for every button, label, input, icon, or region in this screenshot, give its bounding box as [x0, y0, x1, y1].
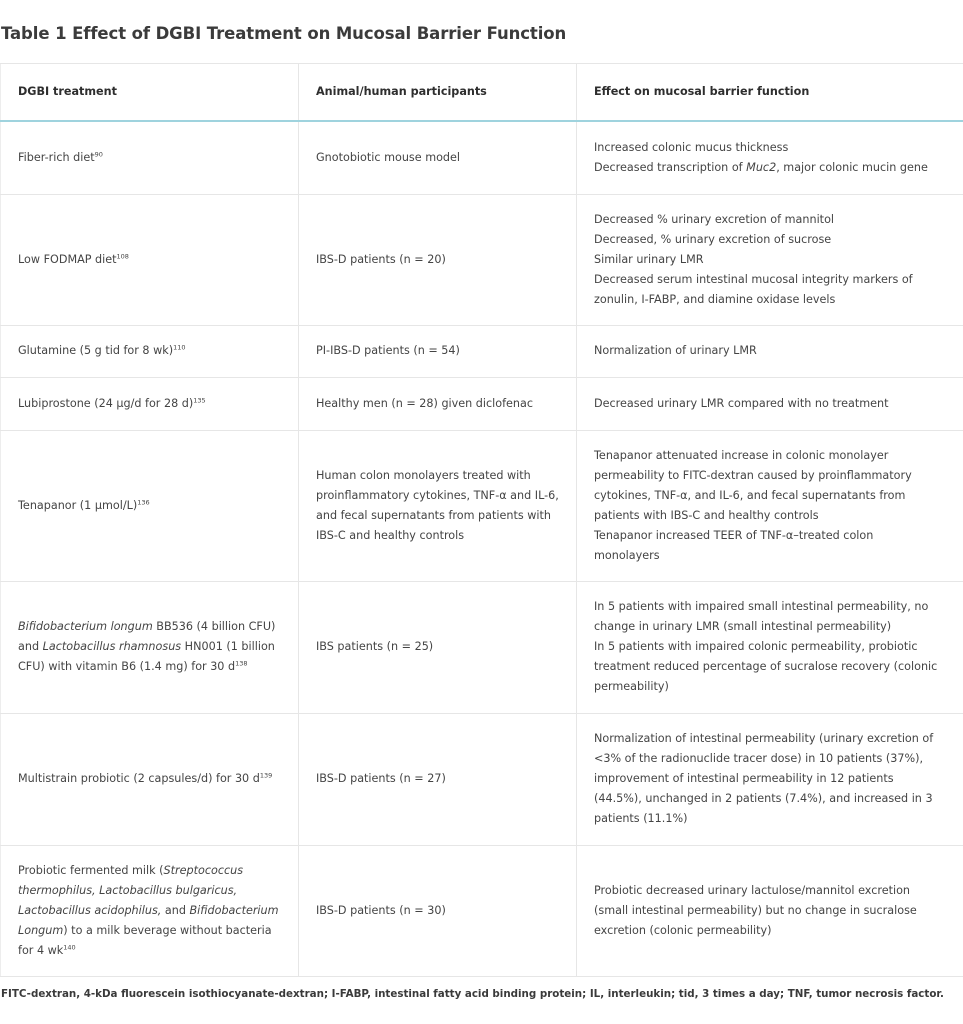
table-row	[1, 377, 963, 430]
effect-cell	[577, 713, 963, 845]
effect-line: Decreased % urinary excretion of mannitol	[594, 212, 835, 226]
effect-line: <3% of the radionuclide tracer dose) in 10 patients (37%),	[594, 752, 924, 765]
effect-line: improvement of intestinal permeability in 12 patients	[594, 772, 894, 785]
effect-line: In 5 patients with impaired colonic permeability, probiotic	[594, 640, 918, 653]
effect-line: excretion (colonic permeability)	[594, 923, 772, 937]
effect-line: monolayers	[594, 548, 660, 562]
effect-line: Decreased transcription of Muc2, major colonic mucin gene	[594, 160, 928, 174]
reference-number: 110	[173, 343, 186, 352]
effect-line: Increased colonic mucus thickness	[594, 140, 789, 154]
table-row	[1, 581, 963, 713]
treatment-cell	[1, 121, 299, 194]
treatment-text: HN001 (1 billion CFU) with vitamin B6 (1.4 mg) for 30 d	[18, 640, 275, 673]
reference-number: 139	[259, 771, 273, 780]
treatment-text: Lactobacillus rhamnosus	[42, 640, 182, 653]
reference-number: 138	[235, 659, 248, 668]
treatment-text: Low FODMAP diet	[18, 252, 117, 266]
effect-line: Normalization of urinary LMR	[594, 344, 757, 357]
participants-cell: PI-IBS-D patients (n = 54)	[299, 325, 577, 377]
effect-cell	[577, 325, 963, 377]
treatment-text: Tenapanor (1 μmol/L)	[18, 498, 138, 512]
effect-cell	[577, 845, 963, 976]
treatment-cell	[1, 194, 299, 325]
table-footnote: FITC-dextran, 4-kDa fluorescein isothiocyanate-dextran; I-FABP, intestinal fatty acid binding protein; IL, interleukin; tid, 3 times a day; TNF, tumor necrosis factor.	[1, 988, 944, 1000]
participants-cell: IBS patients (n = 25)	[299, 581, 577, 713]
effect-line: patients (11.1%)	[594, 812, 688, 825]
effect-line: Similar urinary LMR	[594, 252, 704, 266]
effect-cell	[577, 194, 963, 325]
treatment-cell	[1, 713, 299, 845]
effect-line: permeability to FITC-dextran caused by proinflammatory	[594, 468, 912, 482]
effect-line: Normalization of intestinal permeability (urinary excretion of	[594, 732, 934, 745]
treatment-text: Glutamine (5 g tid for 8 wk)	[18, 344, 174, 357]
treatment-cell	[1, 377, 299, 430]
treatment-cell	[1, 325, 299, 377]
effect-line: change in urinary LMR (small intestinal permeability)	[594, 620, 892, 633]
header-treatment: DGBI treatment	[1, 64, 299, 122]
table-row	[1, 845, 963, 976]
effect-line: cytokines, TNF-α, and IL-6, and fecal supernatants from	[594, 488, 906, 502]
treatment-text: and	[161, 903, 190, 917]
effect-line: Decreased, % urinary excretion of sucrose	[594, 232, 832, 246]
treatment-text: ) to a milk beverage without bacteria for 4 wk	[18, 923, 272, 957]
effect-cell	[577, 121, 963, 194]
treatment-text: Streptococcus thermophilus, Lactobacillus bulgaricus, Lactobacillus acidophilus,	[18, 863, 244, 917]
effect-line: patients with IBS-C and healthy controls	[594, 508, 819, 522]
treatment-cell	[1, 430, 299, 581]
effect-line: (44.5%), unchanged in 2 patients (7.4%), and increased in 3	[594, 792, 933, 805]
table-row	[1, 121, 963, 194]
effect-line: Decreased serum intestinal mucosal integrity markers of	[594, 272, 913, 286]
effect-line: Tenapanor increased TEER of TNF-α–treated colon	[594, 528, 874, 542]
participants-cell: IBS-D patients (n = 20)	[299, 194, 577, 325]
header-participants: Animal/human participants	[299, 64, 577, 122]
participants-cell: Healthy men (n = 28) given diclofenac	[299, 377, 577, 430]
header-row	[1, 64, 963, 122]
effect-line: (small intestinal permeability) but no change in sucralose	[594, 903, 917, 917]
effect-line: zonulin, I-FABP, and diamine oxidase levels	[594, 292, 836, 306]
table-title: Table 1 Effect of DGBI Treatment on Mucosal Barrier Function	[1, 24, 567, 43]
effect-line: Decreased urinary LMR compared with no treatment	[594, 396, 889, 410]
effect-cell	[577, 581, 963, 713]
reference-number: 108	[116, 251, 129, 260]
treatment-text: Lubiprostone (24 μg/d for 28 d)	[18, 396, 194, 410]
effect-line: Probiotic decreased urinary lactulose/mannitol excretion	[594, 883, 911, 897]
effect-cell	[577, 430, 963, 581]
treatment-cell	[1, 845, 299, 976]
effect-line: treatment reduced percentage of sucralose recovery (colonic	[594, 660, 938, 673]
participants-cell: Gnotobiotic mouse model	[299, 121, 577, 194]
table-row	[1, 325, 963, 377]
participants-cell: IBS-D patients (n = 30)	[299, 845, 577, 976]
effect-line: In 5 patients with impaired small intestinal permeability, no	[594, 600, 929, 613]
table-row	[1, 194, 963, 325]
effect-line: Tenapanor attenuated increase in colonic monolayer	[594, 448, 889, 462]
treatment-text: Probiotic fermented milk (	[18, 863, 164, 877]
treatment-cell	[1, 581, 299, 713]
reference-number: 136	[137, 497, 150, 506]
reference-number: 135	[193, 395, 206, 404]
treatment-table	[0, 63, 963, 977]
treatment-text: Multistrain probiotic (2 capsules/d) for 30 d	[18, 772, 260, 785]
table-row	[1, 430, 963, 581]
reference-number: 140	[63, 942, 76, 951]
reference-number: 90	[94, 150, 103, 159]
participants-cell: IBS-D patients (n = 27)	[299, 713, 577, 845]
treatment-text: Bifidobacterium Longum	[18, 903, 279, 937]
participants-cell: Human colon monolayers treated with proinflammatory cytokines, TNF-α and IL-6, and fecal supernatants from patients with IBS-C and healthy controls	[299, 430, 577, 581]
effect-cell	[577, 377, 963, 430]
header-effect: Effect on mucosal barrier function	[577, 64, 963, 122]
table-row	[1, 713, 963, 845]
effect-line: permeability)	[594, 680, 669, 693]
treatment-text: Fiber-rich diet	[18, 150, 95, 164]
treatment-text: BB536 (4 billion CFU) and	[18, 620, 276, 653]
treatment-text: Bifidobacterium longum	[18, 620, 153, 633]
